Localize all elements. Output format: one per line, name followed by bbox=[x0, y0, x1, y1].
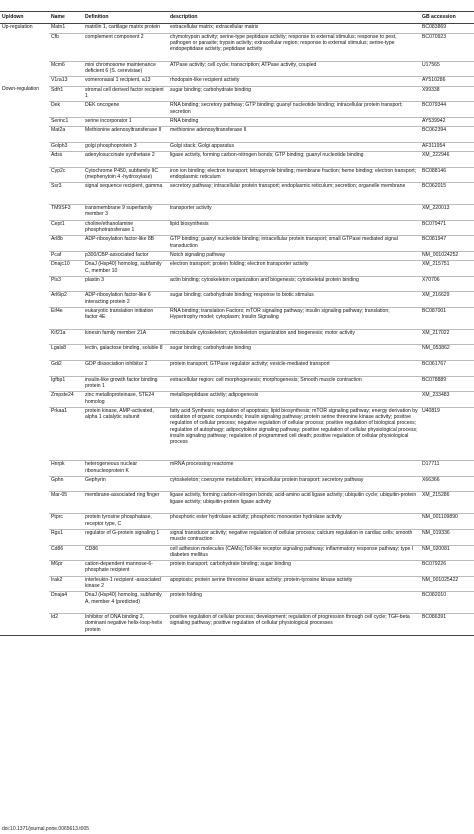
gene-definition: p300/CBP-associated factor bbox=[83, 251, 168, 260]
gb-accession: BC062015 bbox=[420, 183, 474, 205]
row-group bbox=[0, 261, 49, 277]
row-group bbox=[0, 329, 49, 345]
gene-name: Matn1 bbox=[49, 24, 83, 33]
gb-accession: NM_019336 bbox=[420, 529, 474, 545]
gene-definition: protein kinase, AMP-activated, alpha 1 catalytic subunit bbox=[83, 407, 168, 460]
row-group bbox=[0, 345, 49, 361]
gene-name: Dnajc10 bbox=[49, 261, 83, 277]
gene-name: Cd86 bbox=[49, 545, 83, 561]
gb-accession: BC086391 bbox=[420, 614, 474, 636]
gene-description: signal transducer activity; negative regulation of cellular process; calcium regulation in cardiac cells; smooth muscle contraction bbox=[168, 529, 420, 545]
table-row bbox=[0, 117, 474, 126]
row-group: Up-regulation bbox=[2, 24, 33, 31]
gene-description: actin binding; cytoskeleton organization and biogenesis; cytoskeletal protein binding bbox=[168, 276, 420, 292]
gene-name: M6pr bbox=[49, 561, 83, 577]
gene-name: Dek bbox=[49, 102, 83, 118]
table-row bbox=[0, 276, 474, 292]
gene-description: Notch signaling pathway bbox=[168, 251, 420, 260]
row-group bbox=[0, 167, 49, 183]
gb-accession: NM_001109890 bbox=[420, 514, 474, 530]
gb-accession: AF311954 bbox=[420, 142, 474, 151]
header-row bbox=[0, 12, 474, 24]
gene-description: phosphoric ester hydrolase activity; phosphoric monoester hydrolase activity bbox=[168, 514, 420, 530]
gene-definition: signal sequence recipient, gamma bbox=[83, 183, 168, 205]
gb-accession: X99338 bbox=[420, 86, 474, 102]
table-row bbox=[0, 77, 474, 86]
gb-accession: XM_220013 bbox=[420, 205, 474, 221]
gene-name: Igfbp1 bbox=[49, 376, 83, 392]
gene-definition: protein tyrosine phosphatase, receptor type, C bbox=[83, 514, 168, 530]
gb-accession: D17711 bbox=[420, 461, 474, 477]
header-definition: Definition bbox=[83, 12, 168, 24]
table-row bbox=[0, 307, 474, 329]
table-row bbox=[0, 376, 474, 392]
gene-definition: regulator of G-protein signaling 1 bbox=[83, 529, 168, 545]
gene-description: fatty acid Synthesis; regulation of apoptosis; lipid biosynthesis; mTOR signaling pathway; energy derivation by oxidation of organic compounds; Insulin signaling pathway; protein serine threonine kinase activity; positive regulation of cellular process; negative regulation of cellular process; positive regulation of biological process; regulation of autophagy; adipocytokine signaling pathway; positive regulation of cellular physiological process; insulin signaling pathway; regulation of programmed cell death; positive regulation of cellular physiological process bbox=[168, 407, 420, 460]
gene-name: Dnaja4 bbox=[49, 592, 83, 614]
gene-name: Cyp2c bbox=[49, 167, 83, 183]
table-row bbox=[0, 292, 474, 308]
gene-description: apoptosis; protein serine threonine kinase activity; protein-tyrosine kinase activity bbox=[168, 576, 420, 592]
row-group bbox=[0, 392, 49, 408]
gene-definition: CD86 bbox=[83, 545, 168, 561]
gb-accession: XM_222946 bbox=[420, 152, 474, 168]
table-row bbox=[0, 167, 474, 183]
gene-description: microtubule cytoskeleton; cytoskeleton organization and biogenesis; motor activity bbox=[168, 329, 420, 345]
gene-description: ATPase activity; cell cycle; transcription; ATPase activity, coupled bbox=[168, 61, 420, 77]
gene-name: Sdfr1 bbox=[49, 86, 83, 102]
gene-name: Eif4e bbox=[49, 307, 83, 329]
table-row bbox=[0, 592, 474, 614]
gene-name: Serinc1 bbox=[49, 117, 83, 126]
gb-accession: XM_233483 bbox=[420, 392, 474, 408]
gb-accession: BC078889 bbox=[420, 376, 474, 392]
gene-description: ligase activity, forming carbon-nitrogen bonds; acid-amino acid ligase activity; ubiquitin cycle; ubiquitin-protein ligase activity; ubiquitin-protein ligase activity bbox=[168, 492, 420, 514]
gb-accession: X66366 bbox=[420, 476, 474, 492]
gene-definition: complement component 2 bbox=[83, 33, 168, 61]
table-row bbox=[0, 24, 474, 33]
gene-definition: Cytochrome P450, subfamily IIC (mephenytoin 4 -hydroxylase) bbox=[83, 167, 168, 183]
row-group bbox=[0, 276, 49, 292]
gene-definition: ADP-ribosylation factor-like 6 interacting protein 2 bbox=[83, 292, 168, 308]
table-row bbox=[0, 261, 474, 277]
gene-definition: eukaryotic translation initiation factor 4E bbox=[83, 307, 168, 329]
row-group bbox=[0, 592, 49, 614]
gene-definition: DnaJ (Hsp40) homolog, subfamily A, member 4 (predicted) bbox=[83, 592, 168, 614]
row-group bbox=[0, 251, 49, 260]
table-row bbox=[0, 461, 474, 477]
gene-description: cytoskeleton; coenzyme metabolism; intracellular protein transport; secretory pathway bbox=[168, 476, 420, 492]
gene-name: V1ra13 bbox=[49, 77, 83, 86]
gene-description: metallopeptidase activity; adipogenesis bbox=[168, 392, 420, 408]
gene-table bbox=[0, 11, 474, 636]
row-group bbox=[0, 529, 49, 545]
table-row bbox=[0, 407, 474, 460]
gene-name: Ssr3 bbox=[49, 183, 83, 205]
gene-name: Ptprc bbox=[49, 514, 83, 530]
gb-accession: NM_020081 bbox=[420, 545, 474, 561]
gene-definition: zinc metalloproteinase, STE24 homolog bbox=[83, 392, 168, 408]
gene-name: Irak2 bbox=[49, 576, 83, 592]
gene-description: sugar binding; carbohydrate binding bbox=[168, 86, 420, 102]
gb-accession: XM_216629 bbox=[420, 292, 474, 308]
row-group bbox=[0, 376, 49, 392]
row-group bbox=[0, 407, 49, 460]
row-group bbox=[0, 561, 49, 577]
gene-description: extracellular matrix; extracellular matrix bbox=[168, 24, 420, 33]
row-group bbox=[0, 127, 49, 143]
row-group bbox=[0, 152, 49, 168]
gene-name: Arl6ip2 bbox=[49, 292, 83, 308]
gb-accession: BC079344 bbox=[420, 102, 474, 118]
gene-definition: choline/ethanolamine phosphotransferase 1 bbox=[83, 220, 168, 236]
gene-description: sugar binding; carbohydrate binding bbox=[168, 345, 420, 361]
gene-name: Arl8b bbox=[49, 236, 83, 252]
gb-accession: AY510286 bbox=[420, 77, 474, 86]
gb-accession: NM_001024252 bbox=[420, 251, 474, 260]
row-group bbox=[0, 292, 49, 308]
gene-definition: GDP dissociation inhibitor 2 bbox=[83, 361, 168, 377]
table-row bbox=[0, 183, 474, 205]
table-row bbox=[0, 152, 474, 168]
gene-name: Lgals8 bbox=[49, 345, 83, 361]
row-group bbox=[0, 205, 49, 221]
table-row bbox=[0, 142, 474, 151]
gene-name: Adss bbox=[49, 152, 83, 168]
gene-description: extracellular region; cell morphogenesis; morphogenesis; Smooth muscle contraction bbox=[168, 376, 420, 392]
table-header bbox=[0, 12, 474, 24]
gene-name: Hnrpk bbox=[49, 461, 83, 477]
row-group bbox=[0, 33, 49, 61]
gene-description: electron transport; protein folding; electron transporter activity bbox=[168, 261, 420, 277]
table-row bbox=[0, 492, 474, 514]
gene-definition: insulin-like growth factor binding protein 1 bbox=[83, 376, 168, 392]
table-row bbox=[0, 86, 474, 102]
gene-definition: lectin, galactose binding, soluble 8 bbox=[83, 345, 168, 361]
table-row bbox=[0, 251, 474, 260]
row-group bbox=[0, 461, 49, 477]
gb-accession: U17565 bbox=[420, 61, 474, 77]
gene-name: Id2 bbox=[49, 614, 83, 636]
gb-accession: BC061767 bbox=[420, 361, 474, 377]
table-row bbox=[0, 61, 474, 77]
row-group bbox=[0, 492, 49, 514]
gene-name: Kif21a bbox=[49, 329, 83, 345]
gb-accession: XM_215286 bbox=[420, 492, 474, 514]
gene-description: sugar binding; carbohydrate binding; response to biotic stimulus bbox=[168, 292, 420, 308]
gb-accession: BC081947 bbox=[420, 236, 474, 252]
table-row bbox=[0, 102, 474, 118]
gene-description: mRNA processing reactome bbox=[168, 461, 420, 477]
gene-name: Mar-05 bbox=[49, 492, 83, 514]
row-group bbox=[0, 117, 49, 126]
gene-definition: mini chromosome maintenance deficient 6 (S. cerevisiae) bbox=[83, 61, 168, 77]
table-row bbox=[0, 236, 474, 252]
table-row bbox=[0, 529, 474, 545]
gene-description: lipid biosynthesis bbox=[168, 220, 420, 236]
gb-accession: AY539942 bbox=[420, 117, 474, 126]
row-group bbox=[0, 61, 49, 77]
row-group bbox=[0, 236, 49, 252]
gb-accession: NM_001025422 bbox=[420, 576, 474, 592]
gene-description: cell adhesion molecules (CAMs);Toll-like receptor signaling pathway; inflammatory response pathway; type I diabetes mellitus bbox=[168, 545, 420, 561]
table-row bbox=[0, 561, 474, 577]
gene-definition: DnaJ (Hsp40) homolog, subfamily C, member 10 bbox=[83, 261, 168, 277]
gene-description: GTP binding; guanyl nucleotide binding; intracellular protein transport; small GTPase mediated signal transduction bbox=[168, 236, 420, 252]
header-gb-accession: GB accession bbox=[420, 12, 474, 24]
gene-name: Gphn bbox=[49, 476, 83, 492]
gb-accession: BC082010 bbox=[420, 592, 474, 614]
gene-description: RNA binding bbox=[168, 117, 420, 126]
gb-accession: BC079226 bbox=[420, 561, 474, 577]
gene-name: Pcaf bbox=[49, 251, 83, 260]
gene-description: RNA binding; secretory pathway; GTP binding; guanyl nucleotide binding; intracellular protein transport; secretion bbox=[168, 102, 420, 118]
table-row bbox=[0, 614, 474, 636]
gene-name: TM9SF3 bbox=[49, 205, 83, 221]
gb-accession: XM_217022 bbox=[420, 329, 474, 345]
gene-description: positive regulation of cellular process; development; regulation of progression through cell cycle; TGF-beta signaling pathway; positive regulation of cellular physiological processes bbox=[168, 614, 420, 636]
gene-description: chymotrypsin activity; serine-type peptidase activity; response to external stimulus; response to pest, pathogen or parasite; trypsin activity; extracellular region; response to external stimulus; serine-type endopeptidase activity; peptidase activity bbox=[168, 33, 420, 61]
gene-name: Mcm6 bbox=[49, 61, 83, 77]
gene-definition: plastin 3 bbox=[83, 276, 168, 292]
gene-name: Gdi2 bbox=[49, 361, 83, 377]
row-group bbox=[0, 545, 49, 561]
gene-definition: heterogeneous nuclear ribonucleoprotein K bbox=[83, 461, 168, 477]
gene-definition: Gephyrin bbox=[83, 476, 168, 492]
gene-definition: ADP-ribosylation factor-like 8B bbox=[83, 236, 168, 252]
gene-name: Cfb bbox=[49, 33, 83, 61]
table-row bbox=[0, 476, 474, 492]
gene-definition: stromal cell derived factor recipient 1 bbox=[83, 86, 168, 102]
row-group bbox=[0, 220, 49, 236]
gene-definition: Inhibitor of DNA binding 2, dominant negative helix-loop-helix protein bbox=[83, 614, 168, 636]
gene-definition: kinesin family member 21A bbox=[83, 329, 168, 345]
gene-definition: vomeronasal 1 recipient, a13 bbox=[83, 77, 168, 86]
gb-accession: BC079471 bbox=[420, 220, 474, 236]
gene-name: Mat2a bbox=[49, 127, 83, 143]
gene-description: transporter activity bbox=[168, 205, 420, 221]
gene-name: Rgs1 bbox=[49, 529, 83, 545]
gene-description: protein folding bbox=[168, 592, 420, 614]
table-body bbox=[0, 24, 474, 636]
gene-name: Zmpste24 bbox=[49, 392, 83, 408]
gene-name: Golph3 bbox=[49, 142, 83, 151]
table-row bbox=[0, 205, 474, 221]
gene-description: protein transport; GTPase regulator activity; vesicle-mediated transport bbox=[168, 361, 420, 377]
table-row bbox=[0, 127, 474, 143]
gene-definition: serine incorporator 1 bbox=[83, 117, 168, 126]
gb-accession: X70706 bbox=[420, 276, 474, 292]
gb-accession: BC070923 bbox=[420, 33, 474, 61]
gene-definition: adenylosuccinate synthetase 2 bbox=[83, 152, 168, 168]
gene-name: Cept1 bbox=[49, 220, 83, 236]
gb-accession: BC083869 bbox=[420, 24, 474, 33]
gene-description: Golgi stack; Golgi apparatus bbox=[168, 142, 420, 151]
table-row bbox=[0, 33, 474, 61]
gene-description: methionine adenosyltransferase II bbox=[168, 127, 420, 143]
row-group bbox=[0, 183, 49, 205]
gb-accession: U40819 bbox=[420, 407, 474, 460]
gene-definition: Methionine adenosyltransferase II bbox=[83, 127, 168, 143]
gb-accession: XM_215751 bbox=[420, 261, 474, 277]
gb-accession: BC062394 bbox=[420, 127, 474, 143]
row-group bbox=[0, 307, 49, 329]
row-group bbox=[0, 102, 49, 118]
header-description: description bbox=[168, 12, 420, 24]
row-group bbox=[0, 361, 49, 377]
gene-description: iron ion binding; electron transport; tetrapyrrole binding; membrane fraction; heme binding; electron transport; endoplasmic reticulum bbox=[168, 167, 420, 183]
doi-footer: doi:10.1371/journal.pone.0065613.t005 bbox=[2, 826, 90, 832]
row-group bbox=[0, 576, 49, 592]
gene-description: RNA binding; translation Factors; mTOR signaling pathway; insulin signaling pathway; translation; Hypertrophy model; cytoplasm; Insulin Signaling bbox=[168, 307, 420, 329]
row-group bbox=[0, 142, 49, 151]
table-row bbox=[0, 576, 474, 592]
gene-name: Pls3 bbox=[49, 276, 83, 292]
table-row bbox=[0, 329, 474, 345]
gene-description: rhodopsin-like recipient activity bbox=[168, 77, 420, 86]
table-row bbox=[0, 220, 474, 236]
gene-name: Prkaa1 bbox=[49, 407, 83, 460]
gb-accession: NM_053862 bbox=[420, 345, 474, 361]
table-row bbox=[0, 514, 474, 530]
table-row bbox=[0, 392, 474, 408]
gb-accession: BC087001 bbox=[420, 307, 474, 329]
row-group bbox=[0, 476, 49, 492]
gene-definition: matrilin 1, cartilage matrix protein bbox=[83, 24, 168, 33]
gene-definition: membrane-associated ring finger bbox=[83, 492, 168, 514]
gene-definition: cation-dependent mannose-6-phosphate recipient bbox=[83, 561, 168, 577]
gene-description: secretory pathway; intracellular protein transport; endoplasmic reticulum; secretion; organelle membrane bbox=[168, 183, 420, 205]
table-row bbox=[0, 545, 474, 561]
gene-definition: transmembrane 9 superfamily member 3 bbox=[83, 205, 168, 221]
gene-description: ligase activity, forming carbon-nitrogen bonds; GTP binding; guanyl nucleotide binding bbox=[168, 152, 420, 168]
gene-definition: golgi phosphoprotein 3 bbox=[83, 142, 168, 151]
gb-accession: BC088146 bbox=[420, 167, 474, 183]
row-group bbox=[0, 77, 49, 86]
row-group bbox=[0, 514, 49, 530]
gene-definition: DEK oncogene bbox=[83, 102, 168, 118]
header-updown: Up/down bbox=[0, 12, 49, 24]
table-row bbox=[0, 345, 474, 361]
row-group: Down-regulation bbox=[2, 86, 40, 93]
header-name: Name bbox=[49, 12, 83, 24]
table-row bbox=[0, 361, 474, 377]
row-group bbox=[0, 614, 49, 636]
gene-description: protein transport; carbohydrate binding; sugar binding bbox=[168, 561, 420, 577]
gene-definition: interleukin-1 recipient -associated kinase 2 bbox=[83, 576, 168, 592]
